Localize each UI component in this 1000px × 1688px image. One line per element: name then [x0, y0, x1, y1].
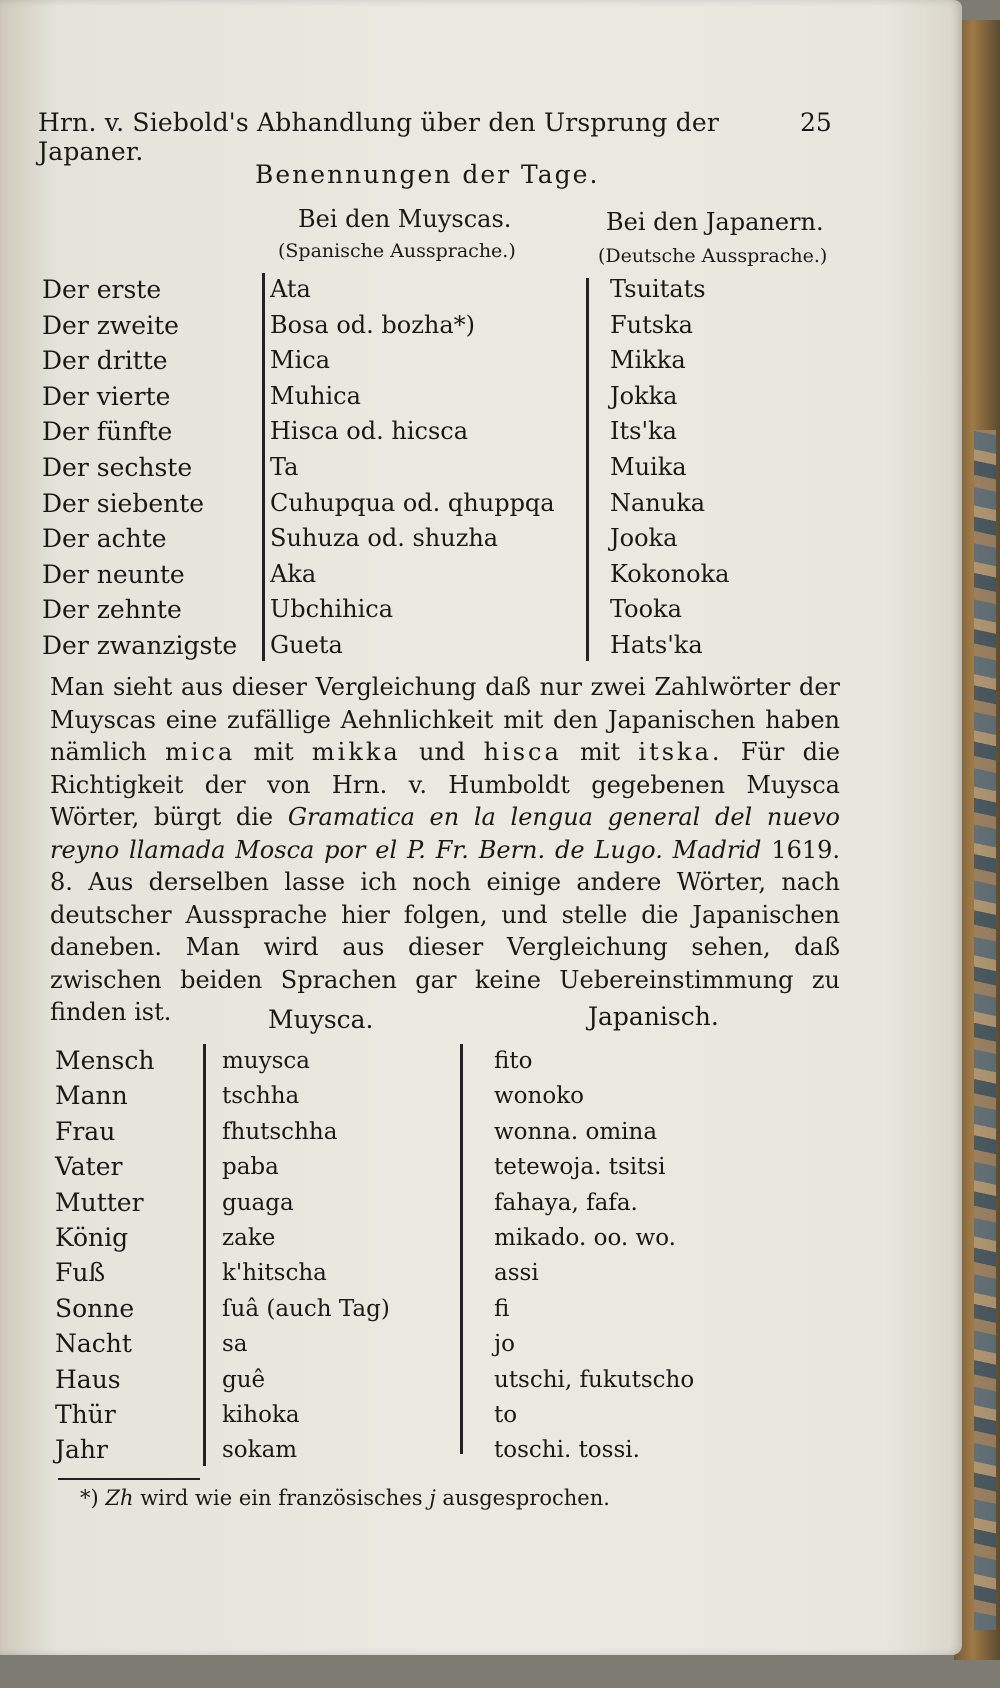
word-row-japan: toschi. tossi.: [494, 1437, 640, 1463]
word-row-muysca: ſuâ (auch Tag): [222, 1296, 390, 1322]
day-row-muysca: Suhuza od. shuzha: [270, 524, 499, 552]
word-row-label: Mutter: [55, 1188, 144, 1217]
word-row-label: Haus: [55, 1365, 121, 1394]
paragraph-connector: und: [419, 738, 466, 766]
word-row-japan: wonoko: [494, 1083, 584, 1109]
word-row-muysca: zake: [222, 1225, 276, 1251]
footnote-text: wird wie ein französisches: [140, 1486, 423, 1510]
day-row-muysca: Ata: [270, 275, 311, 303]
word-row-japan: assi: [494, 1260, 539, 1286]
word-row-muysca: tschha: [222, 1083, 300, 1109]
word-hisca: hisca: [483, 738, 562, 766]
day-row-label: Der zehnte: [42, 595, 182, 624]
word-row-label: Mann: [55, 1081, 128, 1110]
day-row-muysca: Ta: [270, 453, 299, 481]
word-row-label: Thür: [55, 1400, 116, 1429]
body-paragraph: [50, 671, 840, 1029]
day-row-label: Der achte: [42, 524, 167, 553]
word-row-japan: utschi, fukutscho: [494, 1367, 695, 1393]
word-row-japan: fahaya, fafa.: [494, 1190, 638, 1216]
word-mica: mica: [165, 738, 236, 766]
day-row-label: Der fünfte: [42, 417, 173, 446]
wordlist-divider-right: [460, 1044, 463, 1454]
footnote-mark: *): [80, 1486, 99, 1510]
column-subheader-muysca: (Spanische Aussprache.): [278, 240, 516, 262]
word-itska: itska.: [638, 738, 723, 766]
day-row-japan: Muika: [610, 453, 687, 481]
marbled-page-edge: [974, 430, 996, 1630]
word-row-japan: fito: [494, 1048, 533, 1074]
word-row-japan: mikado. oo. wo.: [494, 1225, 676, 1251]
word-row-japan: fi: [494, 1296, 510, 1322]
word-row-muysca: sa: [222, 1331, 248, 1357]
day-row-japan: Nanuka: [610, 489, 706, 517]
paragraph-connector: mit: [580, 738, 621, 766]
day-row-label: Der siebente: [42, 489, 205, 518]
word-row-muysca: kihoka: [222, 1402, 300, 1428]
paragraph-text: Für die Richtigkeit der von Hrn. v. Humboldt gegebenen Muysca Wörter, bürgt die: [50, 738, 840, 831]
word-row-muysca: paba: [222, 1154, 279, 1180]
day-row-muysca: Bosa od. bozha*): [270, 311, 475, 339]
day-row-japan: Futska: [610, 311, 693, 339]
table-divider-left: [262, 273, 265, 661]
footnote-rule: [58, 1478, 200, 1480]
day-row-japan: Tooka: [610, 595, 682, 623]
column-header-muysca: Bei den Muyscas.: [298, 205, 512, 233]
day-row-muysca: Ubchihica: [270, 595, 394, 623]
word-row-label: Fuß: [55, 1258, 106, 1287]
day-row-japan: Mikka: [610, 346, 686, 374]
footnote: [80, 1486, 610, 1510]
table-title: Benennungen der Tage.: [255, 160, 600, 189]
column-header-muysca-2: Muysca.: [268, 1005, 374, 1034]
word-row-muysca: guaga: [222, 1190, 294, 1216]
day-row-japan: Jokka: [610, 382, 678, 410]
word-row-japan: tetewoja. tsitsi: [494, 1154, 666, 1180]
word-row-label: Mensch: [55, 1046, 155, 1075]
footnote-j: j: [429, 1486, 436, 1510]
word-mikka: mikka: [311, 738, 401, 766]
column-subheader-japan: (Deutsche Aussprache.): [598, 245, 828, 267]
word-row-label: König: [55, 1223, 129, 1252]
word-row-label: Sonne: [55, 1294, 135, 1323]
day-row-label: Der zwanzigste: [42, 631, 238, 660]
day-row-muysca: Gueta: [270, 631, 343, 659]
book-citation: Gramatica en la lengua general del nuevo reyno llamada Mosca por el P. Fr. Bern. de Lugo. Madrid: [50, 803, 841, 864]
day-row-japan: Tsuitats: [610, 275, 706, 303]
day-row-japan: Jooka: [610, 524, 678, 552]
word-row-japan: jo: [494, 1331, 515, 1357]
column-header-japan: Bei den Japanern.: [606, 208, 824, 236]
day-row-label: Der erste: [42, 275, 162, 304]
word-row-muysca: guê: [222, 1367, 266, 1393]
footnote-text-end: ausgesprochen.: [442, 1486, 610, 1510]
page-number: 25: [800, 108, 832, 137]
paragraph-text: Man sieht aus dieser Vergleichung daß nur zwei Zahlwörter der Muyscas eine zufällige Aehnlichkeit mit den Japanischen haben nämlich: [50, 673, 840, 766]
word-row-japan: to: [494, 1402, 518, 1428]
word-row-label: Nacht: [55, 1329, 132, 1358]
footnote-zh: Zh: [105, 1486, 134, 1510]
table-divider-right: [586, 278, 589, 661]
day-row-label: Der dritte: [42, 346, 168, 375]
day-row-muysca: Cuhupqua od. qhuppqa: [270, 489, 555, 517]
day-row-muysca: Aka: [270, 560, 317, 588]
paragraph-connector: mit: [253, 738, 294, 766]
day-row-japan: Kokonoka: [610, 560, 730, 588]
day-row-japan: Hats'ka: [610, 631, 703, 659]
word-row-label: Frau: [55, 1117, 116, 1146]
paragraph-text: 1619. 8. Aus derselben lasse ich noch einige andere Wörter, nach deutscher Aussprache hier folgen, und stelle die Japanischen daneben. Man wird aus dieser Vergleichung sehen, daß zwischen beiden Sprachen gar keine Uebereinstimmung zu finden ist.: [50, 835, 841, 1026]
day-row-muysca: Hisca od. hicsca: [270, 417, 469, 445]
word-row-muysca: k'hitscha: [222, 1260, 327, 1286]
word-row-label: Jahr: [55, 1435, 108, 1464]
running-header: Hrn. v. Siebold's Abhandlung über den Ursprung der Japaner.: [38, 108, 720, 166]
word-row-muysca: fhutschha: [222, 1119, 338, 1145]
day-row-muysca: Mica: [270, 346, 330, 374]
column-header-japanisch: Japanisch.: [588, 1002, 719, 1031]
wordlist-divider-left: [203, 1044, 206, 1466]
day-row-japan: Its'ka: [610, 417, 677, 445]
day-row-muysca: Muhica: [270, 382, 361, 410]
word-row-muysca: sokam: [222, 1437, 298, 1463]
day-row-label: Der zweite: [42, 311, 179, 340]
word-row-label: Vater: [55, 1152, 123, 1181]
word-row-muysca: muysca: [222, 1048, 311, 1074]
word-row-japan: wonna. omina: [494, 1119, 658, 1145]
day-row-label: Der sechste: [42, 453, 193, 482]
day-row-label: Der vierte: [42, 382, 171, 411]
day-row-label: Der neunte: [42, 560, 185, 589]
